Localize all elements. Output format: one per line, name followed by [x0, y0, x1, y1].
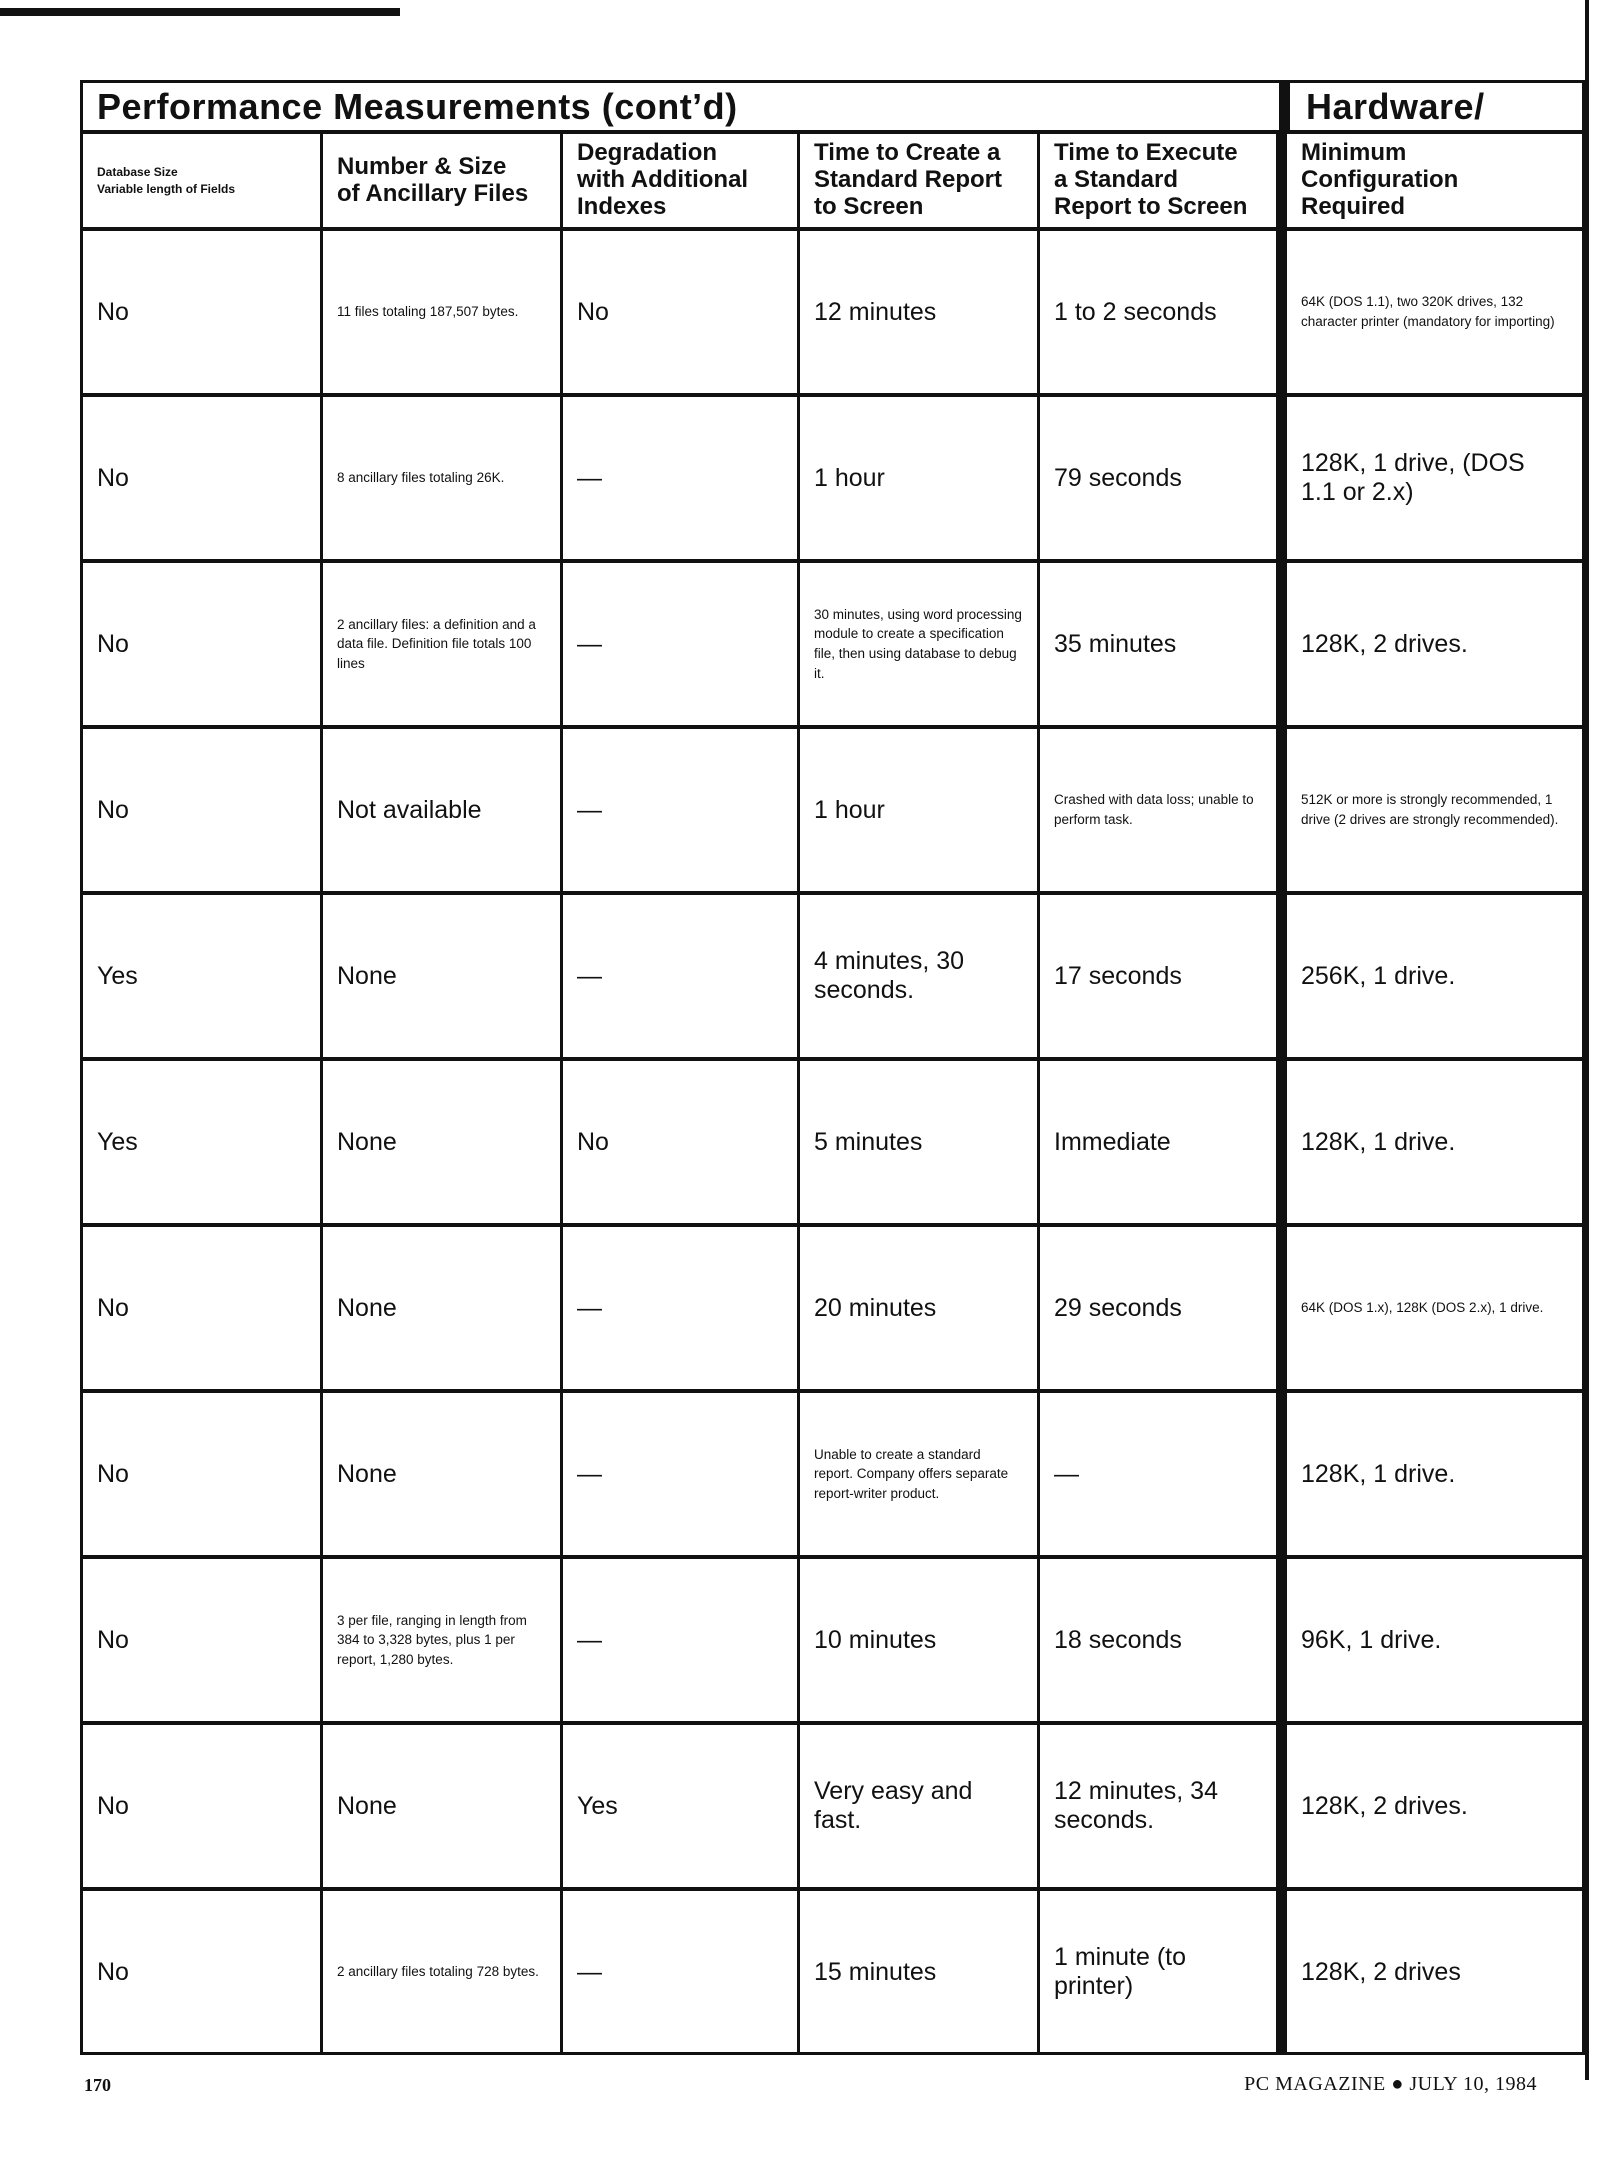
header-database-size: Database Size Variable length of Fields: [83, 134, 323, 227]
cell-minimum-config: 128K, 2 drives.: [1301, 1791, 1468, 1820]
header-minimum-config: Minimum Configuration Required: [1301, 139, 1459, 220]
cell-ancillary-files: None: [323, 895, 563, 1057]
cell-create-time: 30 minutes, using word processing module to create a specification file, then using database to debug it.: [800, 563, 1040, 725]
table-row: [83, 729, 1582, 891]
cell-minimum-config: 128K, 1 drive.: [1301, 1127, 1456, 1156]
cell-execute-time: 35 minutes: [1040, 563, 1287, 725]
top-rule: [0, 8, 400, 16]
page-number: 170: [84, 2075, 111, 2095]
table-row: [83, 1891, 1582, 2053]
cell-ancillary-files: 11 files totaling 187,507 bytes.: [323, 231, 563, 393]
cell-create-time: 12 minutes: [800, 231, 1040, 393]
table-row: [83, 895, 1582, 1057]
cell-degradation: No: [563, 231, 800, 393]
table-title-right: Hardware/: [1306, 85, 1485, 127]
cell-minimum-config: 64K (DOS 1.x), 128K (DOS 2.x), 1 drive.: [1301, 1300, 1544, 1316]
cell-database-size: No: [83, 1227, 323, 1389]
cell-ancillary-files: None: [323, 1393, 563, 1555]
cell-minimum-config: 128K, 1 drive.: [1301, 1459, 1456, 1488]
cell-database-size: No: [83, 563, 323, 725]
cell-minimum-config: 96K, 1 drive.: [1301, 1625, 1442, 1654]
cell-create-time: 1 hour: [800, 729, 1040, 891]
header-execute-time: Time to Execute a Standard Report to Screen: [1040, 134, 1287, 227]
table-row: [83, 397, 1582, 559]
cell-degradation: —: [563, 1227, 800, 1389]
cell-database-size: Yes: [83, 1061, 323, 1223]
cell-database-size: No: [83, 397, 323, 559]
header-ancillary-files: Number & Size of Ancillary Files: [323, 134, 563, 227]
cell-execute-time: 12 minutes, 34 seconds.: [1040, 1725, 1287, 1887]
cell-ancillary-files: 3 per file, ranging in length from 384 to 3,328 bytes, plus 1 per report, 1,280 bytes.: [323, 1559, 563, 1721]
cell-degradation: —: [563, 1559, 800, 1721]
cell-create-time: 4 minutes, 30 seconds.: [800, 895, 1040, 1057]
cell-create-time: 5 minutes: [800, 1061, 1040, 1223]
cell-degradation: —: [563, 563, 800, 725]
cell-create-time: 20 minutes: [800, 1227, 1040, 1389]
cell-execute-time: —: [1040, 1393, 1287, 1555]
cell-ancillary-files: None: [323, 1227, 563, 1389]
table-row: [83, 1393, 1582, 1555]
cell-degradation: No: [563, 1061, 800, 1223]
cell-minimum-config: 64K (DOS 1.1), two 320K drives, 132 character printer (mandatory for importing): [1301, 294, 1555, 329]
right-rule: [1585, 0, 1589, 2080]
cell-database-size: Yes: [83, 895, 323, 1057]
cell-minimum-config: 128K, 2 drives: [1301, 1957, 1461, 1986]
table-row: [83, 1725, 1582, 1887]
cell-database-size: No: [83, 1559, 323, 1721]
cell-database-size: No: [83, 1891, 323, 2053]
cell-degradation: —: [563, 397, 800, 559]
cell-create-time: Very easy and fast.: [800, 1725, 1040, 1887]
cell-degradation: —: [563, 729, 800, 891]
cell-execute-time: 1 to 2 seconds: [1040, 231, 1287, 393]
cell-degradation: Yes: [563, 1725, 800, 1887]
header-create-time: Time to Create a Standard Report to Screen: [800, 134, 1040, 227]
table-row: [83, 1227, 1582, 1389]
cell-ancillary-files: None: [323, 1061, 563, 1223]
header-row: [83, 134, 1582, 227]
cell-minimum-config: 128K, 2 drives.: [1301, 629, 1468, 658]
cell-execute-time: 79 seconds: [1040, 397, 1287, 559]
table-row: [83, 1559, 1582, 1721]
cell-create-time: 1 hour: [800, 397, 1040, 559]
cell-execute-time: Immediate: [1040, 1061, 1287, 1223]
cell-ancillary-files: 2 ancillary files: a definition and a data file. Definition file totals 100 lines: [323, 563, 563, 725]
header-degradation: Degradation with Additional Indexes: [563, 134, 800, 227]
cell-ancillary-files: None: [323, 1725, 563, 1887]
table-row: [83, 1061, 1582, 1223]
performance-table: [80, 80, 1585, 2055]
cell-execute-time: 1 minute (to printer): [1040, 1891, 1287, 2053]
publication-line: PC MAGAZINE ● JULY 10, 1984: [1244, 2073, 1537, 2095]
cell-ancillary-files: Not available: [323, 729, 563, 891]
table-title: Performance Measurements (cont’d): [83, 83, 1290, 130]
cell-degradation: —: [563, 1891, 800, 2053]
cell-database-size: No: [83, 1393, 323, 1555]
cell-execute-time: 18 seconds: [1040, 1559, 1287, 1721]
table-row: [83, 231, 1582, 393]
cell-database-size: No: [83, 729, 323, 891]
table-row: [83, 563, 1582, 725]
cell-execute-time: 17 seconds: [1040, 895, 1287, 1057]
cell-minimum-config: 256K, 1 drive.: [1301, 961, 1456, 990]
title-row: [83, 83, 1582, 130]
cell-ancillary-files: 2 ancillary files totaling 728 bytes.: [323, 1891, 563, 2053]
cell-create-time: Unable to create a standard report. Company offers separate report-writer product.: [800, 1393, 1040, 1555]
cell-minimum-config: 128K, 1 drive, (DOS 1.1 or 2.x): [1301, 449, 1525, 506]
cell-create-time: 15 minutes: [800, 1891, 1040, 2053]
cell-database-size: No: [83, 1725, 323, 1887]
cell-database-size: No: [83, 231, 323, 393]
cell-degradation: —: [563, 895, 800, 1057]
cell-create-time: 10 minutes: [800, 1559, 1040, 1721]
cell-minimum-config: 512K or more is strongly recommended, 1 drive (2 drives are strongly recommended).: [1301, 792, 1559, 827]
cell-execute-time: Crashed with data loss; unable to perform task.: [1040, 729, 1287, 891]
cell-degradation: —: [563, 1393, 800, 1555]
cell-ancillary-files: 8 ancillary files totaling 26K.: [323, 397, 563, 559]
cell-execute-time: 29 seconds: [1040, 1227, 1287, 1389]
